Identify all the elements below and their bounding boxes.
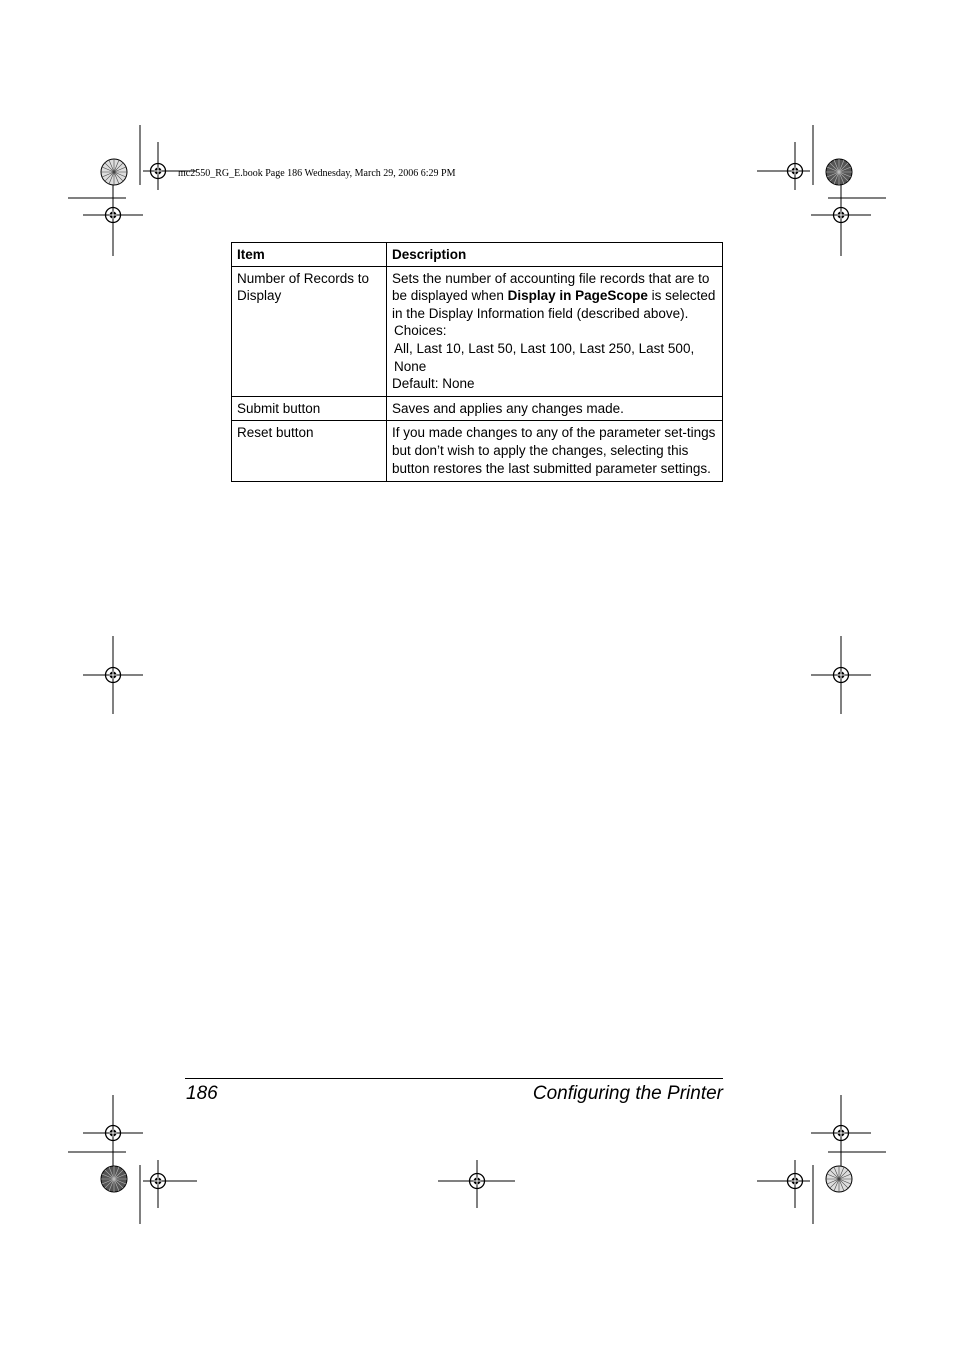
choices-label: Choices: — [394, 323, 447, 339]
row-description-records — [387, 266, 723, 396]
table-header-row — [232, 243, 723, 267]
row-description-reset: If you made changes to any of the parameter set-tings but don’t wish to apply the changes, selecting this button restores the last submitted parameter settings. — [387, 421, 723, 482]
desc-bold-term: Display in PageScope — [507, 288, 648, 304]
table-row — [232, 266, 723, 396]
chapter-title: Configuring the Printer — [532, 1083, 723, 1104]
desc-text: Sets the number of accounting file records that are to be displayed when — [392, 270, 710, 304]
table-row — [232, 421, 723, 482]
page-number: 186 — [186, 1083, 218, 1104]
choices-list: All, Last 10, Last 50, Last 100, Last 250, Last 500, None — [394, 340, 695, 374]
file-slug: mc2550_RG_E.book Page 186 Wednesday, March 29, 2006 6:29 PM — [178, 168, 456, 179]
table-row — [232, 396, 723, 421]
row-item-submit: Submit button — [232, 396, 387, 421]
settings-table — [231, 242, 723, 482]
row-description-submit: Saves and applies any changes made. — [387, 396, 723, 421]
desc-text-end: is selected in the Display Information field (described above). — [392, 288, 716, 321]
header-description: Description — [387, 243, 723, 267]
row-item-records: Number of Records to Display — [232, 266, 387, 396]
row-item-reset: Reset button — [232, 421, 387, 482]
footer-rule — [185, 1078, 723, 1079]
header-item: Item — [232, 243, 387, 267]
default-value: Default: None — [392, 376, 475, 392]
